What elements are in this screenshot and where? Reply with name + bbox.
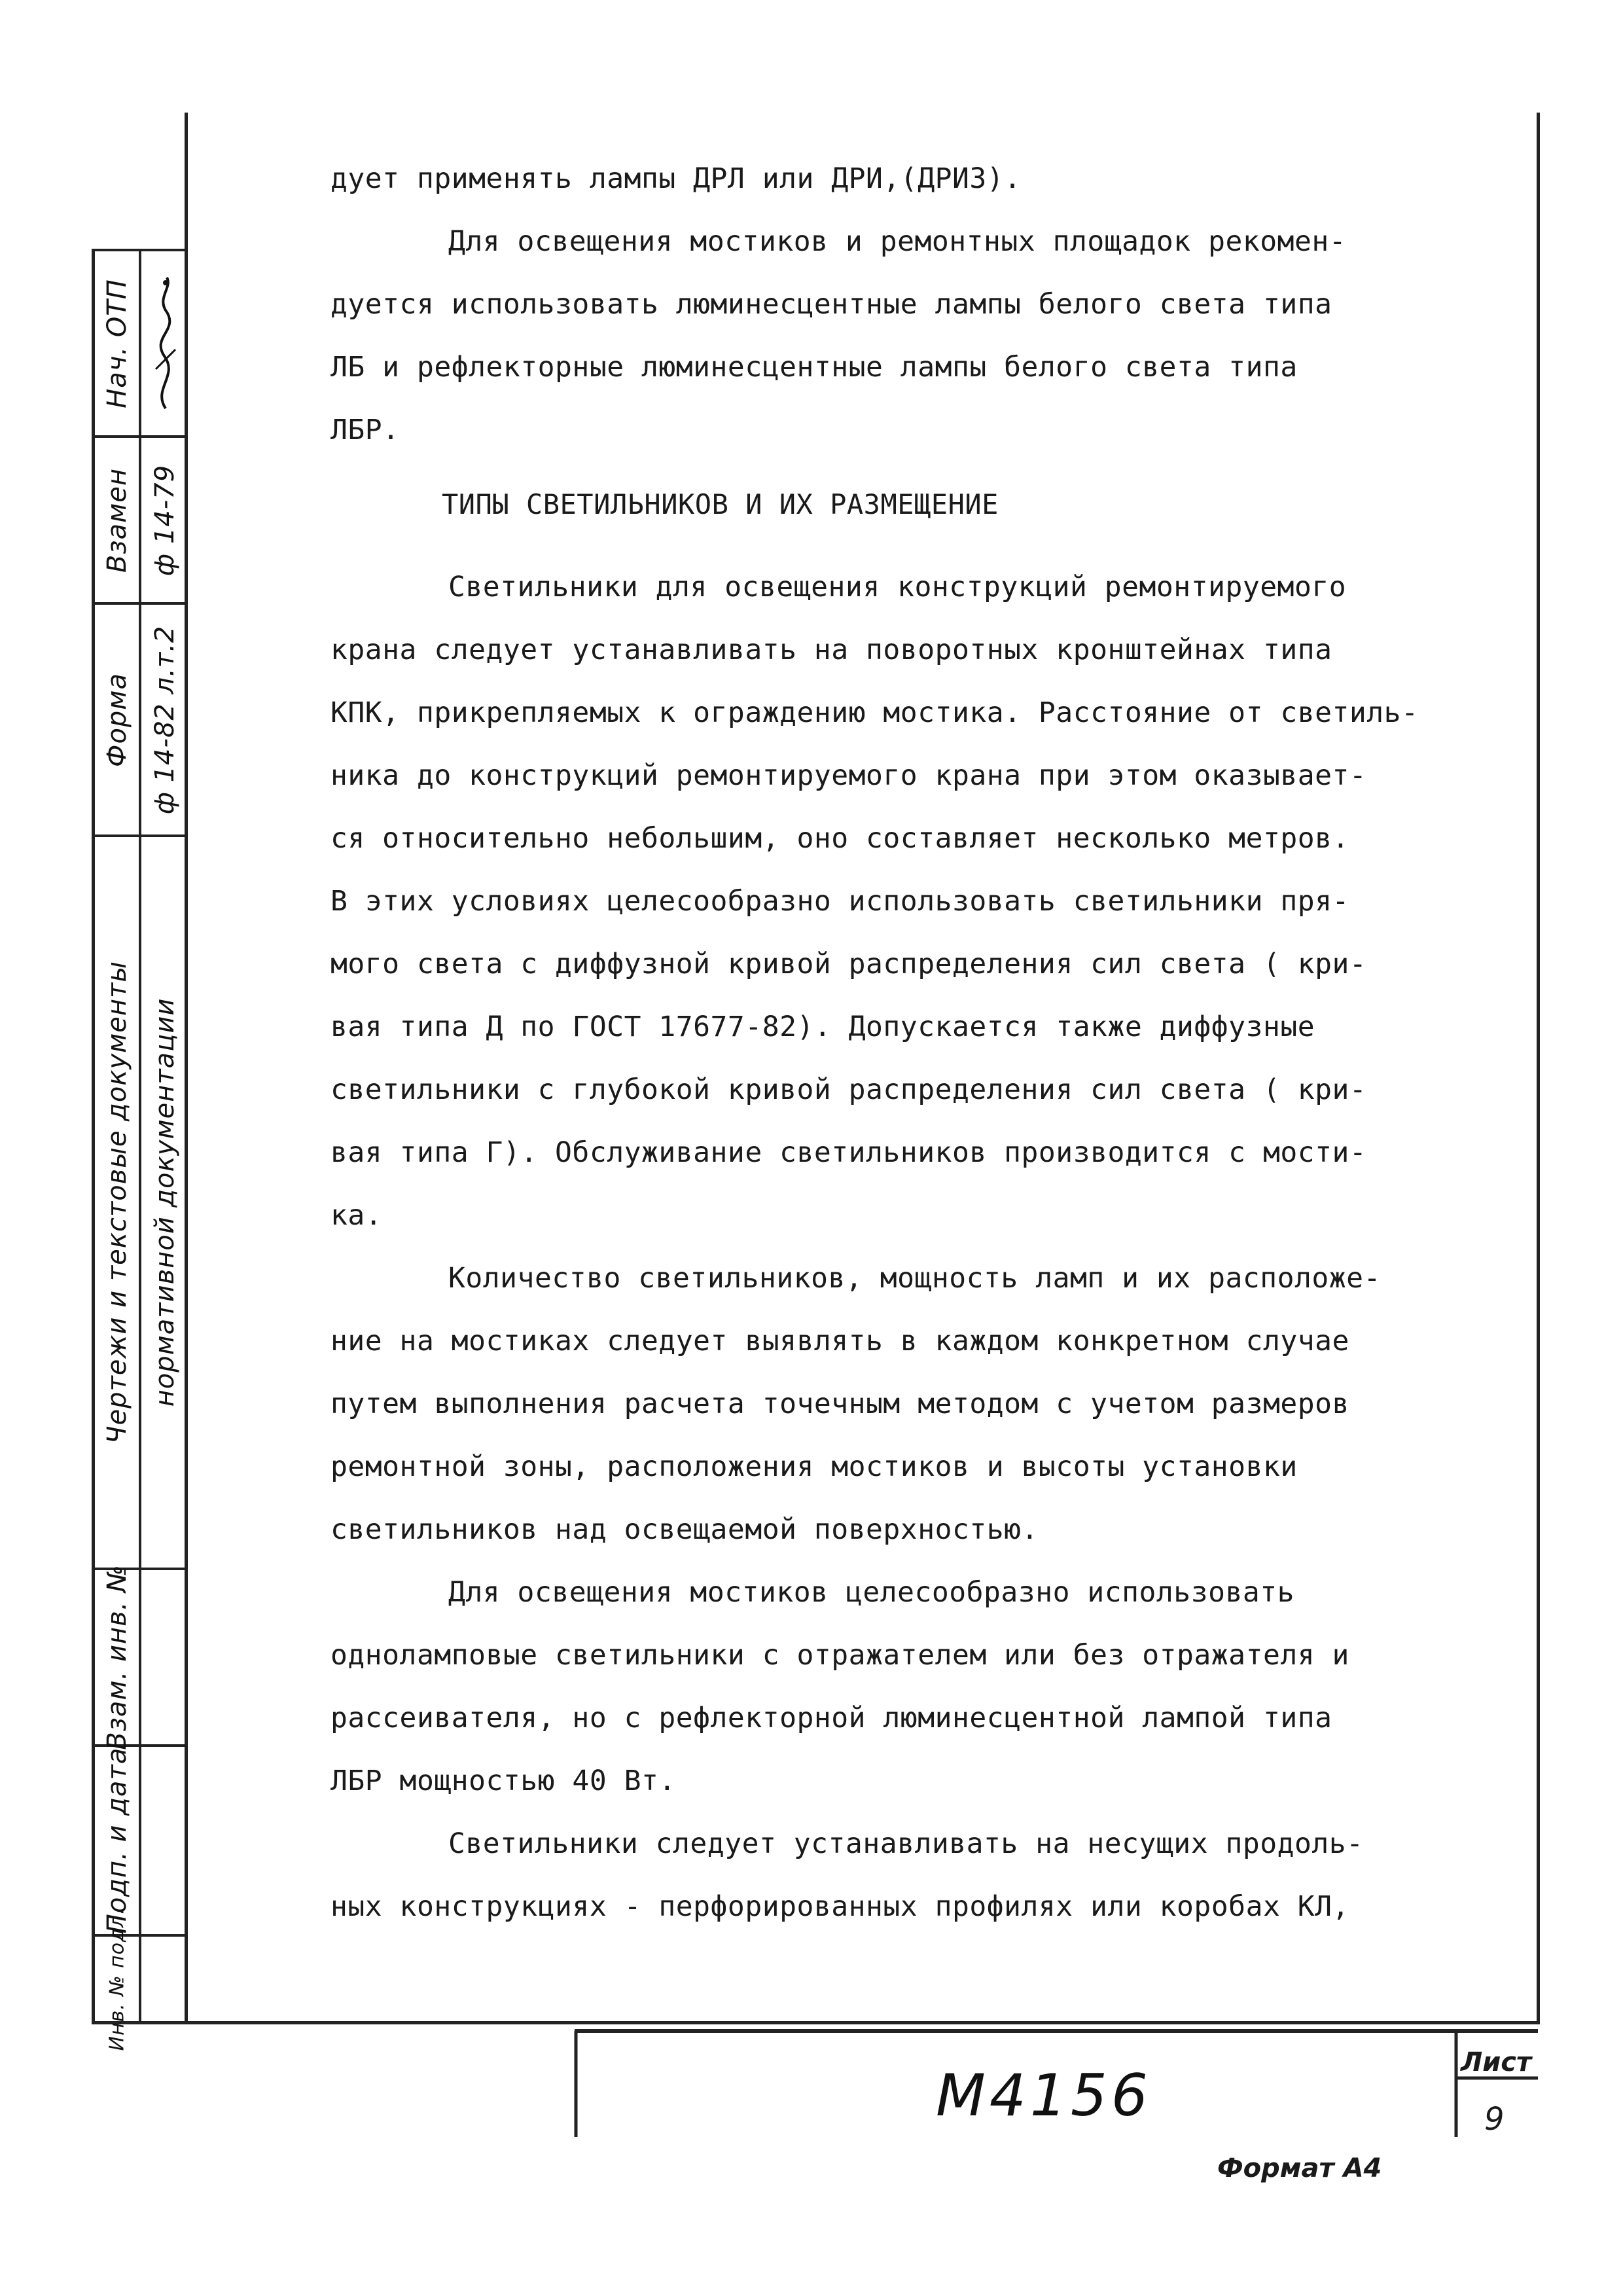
- side-label-doc-type-2: нормативной документации: [149, 997, 180, 1407]
- sheet-number: 9: [1484, 2101, 1505, 2138]
- frame-right-border: [1537, 113, 1540, 2024]
- section-heading: ТИПЫ СВЕТИЛЬНИКОВ И ИХ РАЗМЕЩЕНИЕ: [442, 488, 999, 520]
- side-label-inv-orig: Инв. № подл.: [105, 1907, 128, 2051]
- frame-bottom-border: [92, 2021, 1540, 2024]
- sheet-label: Лист: [1461, 2047, 1532, 2077]
- paragraph-5: Для освещения мостиков целесообразно использовать одноламповые светильники с отражателем или без отражателя и рассеивателя, но с рефлекторной люминесцентной лампой типа ЛБР мощностью 40 Вт.: [330, 1576, 1349, 1797]
- document-body: [330, 147, 1522, 1938]
- paragraph-4: Количество светильников, мощность ламп и их расположе- ние на мостиках следует выявлять в каждом конкретном случае путем выполнения расчета точечным методом с учетом размеров ремонтной зоны, расположения мостиков и высоты установки светильников над освещаемой поверхностью.: [330, 1262, 1381, 1546]
- signature-icon: [146, 271, 185, 415]
- paragraph-2: Для освещения мостиков и ремонтных площадок рекомен- дуется использовать люминесцентные лампы белого света типа ЛБ и рефлекторные люминесцентные лампы белого света типа ЛБР.: [330, 225, 1347, 446]
- paper-format-label: Формат А4: [1217, 2153, 1382, 2183]
- paragraph-3: Светильники для освещения конструкций ремонтируемого крана следует устанавливать на поворотных кронштейнах типа КПК, прикрепляемых к ограждению мостика. Расстояние от светиль- ника до конструкций ремонтируемого крана при этом оказывает- ся относительно небольшим, оно составляет несколько метров. В этих условиях целесообразно использовать светильники пря- мого света с диффузной кривой распределения сил света ( кри- вая типа Д по ГОСТ 17677-82). Допускается также диффузные светильники с глубокой кривой распределения сил света ( кри- вая типа Г). Обслуживание светильников производится с мости- ка.: [330, 571, 1419, 1232]
- side-value-replaces: ф 14-79: [149, 464, 180, 576]
- side-label-replaces: Взамен: [101, 467, 132, 573]
- side-cell-doc-type: [93, 837, 188, 1568]
- side-cell-form: [93, 605, 188, 834]
- side-label-inv-replace: Взам. инв. №: [101, 1564, 132, 1750]
- paragraph-6: Светильники следует устанавливать на несущих продоль- ных конструкциях - перфорированных профилях или коробах КЛ,: [330, 1827, 1364, 1923]
- side-cell-head-otp: [93, 251, 188, 435]
- side-label-form: Форма: [101, 672, 132, 767]
- side-value-form: ф 14-82 л.т.2: [149, 625, 180, 814]
- paragraph-1: дует применять лампы ДРЛ или ДРИ,(ДРИЗ).: [330, 162, 1022, 195]
- document-number: М4156: [936, 2062, 1152, 2129]
- side-cell-inv-replace: [93, 1564, 188, 1750]
- side-cell-replaces: [93, 438, 188, 602]
- side-label-sign-date: Подп. и дата: [101, 1747, 132, 1934]
- side-label-head-otp: Нач. ОТП: [101, 278, 132, 408]
- side-cell-inv-orig: [93, 1907, 188, 2051]
- side-cell-sign-date: [93, 1747, 188, 1934]
- side-label-doc-type: Чертежи и текстовые документы: [101, 961, 132, 1444]
